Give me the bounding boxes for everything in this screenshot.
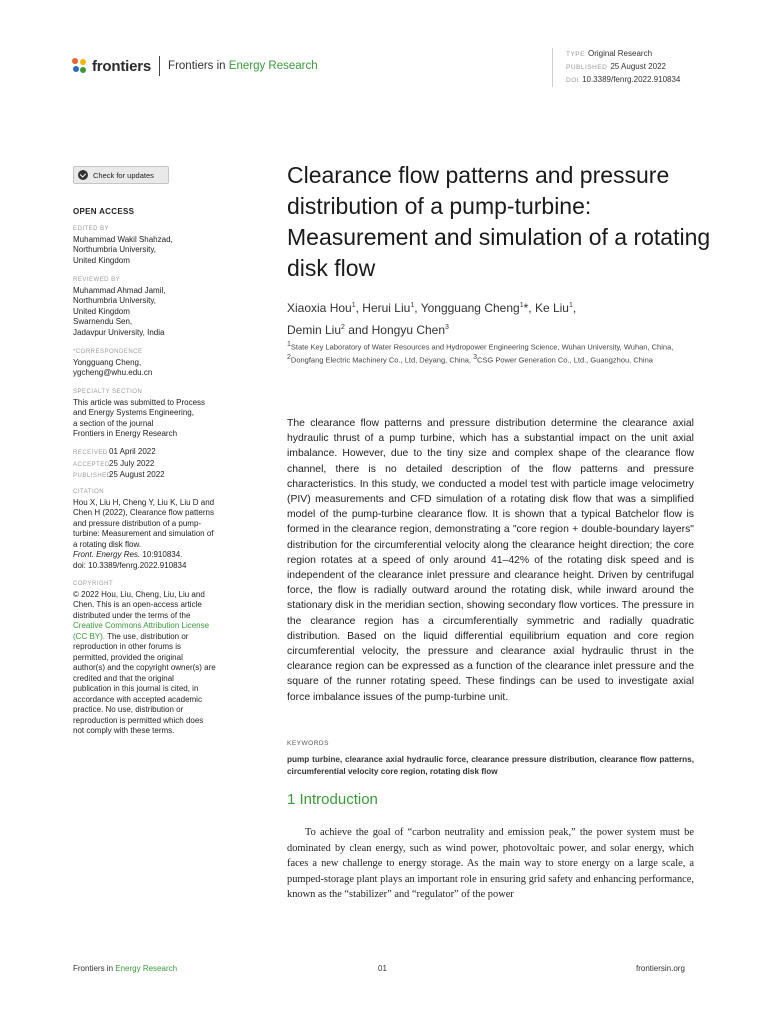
- keywords-label: KEYWORDS: [287, 740, 329, 747]
- abstract: The clearance flow patterns and pressure distribution determine the clearance axial hydraulic thrust of a pump turbine, which has a substantial impact on the unit axial imbalance. However, due to the tiny size and complex shape of the clearance flow channel, there is no detailed description of the flow patterns and pressure characteristics. In this study, we conducted a model test with particle image velocimetry (PIV) measurements and CFD simulation of a rotating disk flow that was a simplified model of the pump-turbine clearance flow. It is shown that a typical Batchelor flow is formed in the clearance region, demonstrating a "core region + double-boundary layers" distribution for the circumferential velocity along the clearance height direction; the core region rotates at a speed of only around 41–42% of the rotating disk speed and is independent of the clearance inlet pressure and clearance height. Driven by centrifugal force, the flow is radially outward around the rotating disk, while inward around the stationary disk in the meridian section, showing secondary flow vortices. The pressure in the clearance region has a circumferentially symmetric and radially quadratic distribution. Based on the liquid differential equilibrium equation and core region circumferential velocity, the pressure and clearance axial hydraulic thrust in the clearance region can be expressed as a function of the clearance inlet pressure and the square of the runner rotating speed. These findings can be used to investigate axial force imbalance issues of the pump-turbine unit.: [287, 418, 694, 703]
- edited-by: EDITED BY Muhammad Wakil Shahzad, Northumbria University, United Kingdom: [73, 226, 173, 265]
- author[interactable]: Yongguang Cheng$^1$: [420, 301, 524, 315]
- section-heading: 1 Introduction: [287, 791, 378, 808]
- author[interactable]: Demin Liu$^2$: [287, 323, 345, 337]
- correspondence: *CORRESPONDENCE Yongguang Cheng, ygcheng@whu.edu.cn: [73, 347, 241, 379]
- license-link-cc-by[interactable]: (CC BY).: [73, 631, 105, 641]
- author[interactable]: Hongyu Chen$^3$: [371, 323, 449, 337]
- header-divider: [159, 56, 160, 76]
- specialty-section: SPECIALTY SECTION This article was submitted to Process and Energy Systems Engineering, a section of the journal Frontiers in Energy Research: [73, 389, 206, 438]
- doi[interactable]: 10.3389/fenrg.2022.910834: [582, 75, 681, 84]
- brand-name[interactable]: frontiers: [92, 57, 152, 75]
- paragraph: To achieve the goal of “carbon neutrality and emission peak,” the power system must be dominated by clean energy, such as wind power, photovoltaic power, and solar energy, which faces a new challenge to energy storage. As the main way to store energy on a large scale, a pumped-storage plant plays an important role in ensuring grid safety and enhancing performance, known as the “stabilizer” and “regulator” of the power: [287, 827, 694, 901]
- journal-header: [72, 57, 318, 75]
- footer-site-link[interactable]: frontiersin.org: [636, 964, 685, 973]
- author[interactable]: Herui Liu$^1$: [362, 301, 415, 315]
- page-number: 01: [378, 964, 387, 973]
- citation-doi[interactable]: doi: 10.3389/fenrg.2022.910834: [73, 560, 187, 570]
- affiliations: $^1$State Key Laboratory of Water Resources and Hydropower Engineering Science, Wuhan University, Wuhan, China, $^2$Dongfang Electric Machinery Co., Ltd, Deyang, China, $^3$CSG Power Generation Co., Ltd., Guangzhou, China: [287, 341, 674, 365]
- footer-journal[interactable]: Frontiers in Energy Research: [73, 964, 178, 973]
- reviewed-by: REVIEWED BY Muhammad Ahmad Jamil, Northumbria University, United Kingdom Swarnendu Sen, Jadavpur University, India: [73, 277, 166, 337]
- published-date: 25 August 2022: [610, 62, 666, 71]
- check-for-updates-button[interactable]: Check for updates: [73, 166, 169, 184]
- check-icon: [78, 170, 88, 180]
- history-dates: RECEIVED01 April 2022 ACCEPTED25 July 2022 PUBLISHED25 August 2022: [73, 447, 165, 479]
- author-list: Xiaoxia Hou$^1$, Herui Liu$^1$, Yongguang Cheng$^1$*, Ke Liu$^1$, Demin Liu$^2$ and Hongyu Chen$^3$: [287, 301, 577, 337]
- journal-title[interactable]: Frontiers in Energy Research: [168, 60, 318, 72]
- body-text: [287, 825, 694, 903]
- author[interactable]: Xiaoxia Hou$^1$: [287, 301, 356, 315]
- frontiers-logo-icon: [72, 58, 88, 74]
- open-access-label: OPEN ACCESS: [73, 207, 135, 216]
- article-title: Clearance flow patterns and pressure distribution of a pump-turbine: Measurement and simulation of a rotating disk flow: [287, 162, 711, 281]
- citation: CITATION Hou X, Liu H, Cheng Y, Liu K, Liu D and Chen H (2022), Clearance flow patterns and pressure distribution of a pump- turbine: Measurement and simulation of a rotating disk flow. Front. Energy Res. 10:910834. doi: 10.3389/fenrg.2022.910834: [73, 487, 241, 571]
- correspondence-email[interactable]: ygcheng@whu.edu.cn: [73, 368, 153, 377]
- author[interactable]: Ke Liu$^1$: [534, 301, 573, 315]
- article-meta: TYPE Original Research PUBLISHED 25 August 2022 DOI 10.3389/fenrg.2022.910834: [552, 48, 680, 87]
- copyright: COPYRIGHT © 2022 Hou, Liu, Cheng, Liu, Liu and Chen. This is an open-access article distributed under the terms of the Creative Commons Attribution License (CC BY). The use, distribution or reproduction in other forums is permitted, provided the original author(s) and the copyright owner(s) are credited and that the original publication in this journal is cited, in accordance with accepted academic practice. No use, distribution or reproduction is permitted which does not comply with these terms.: [73, 579, 241, 737]
- keywords: pump turbine, clearance axial hydraulic force, clearance pressure distribution, clearance flow patterns, circumferential velocity core region, rotating disk flow: [287, 755, 694, 776]
- license-link[interactable]: Creative Commons Attribution License: [73, 621, 210, 630]
- article-type: Original Research: [587, 49, 653, 58]
